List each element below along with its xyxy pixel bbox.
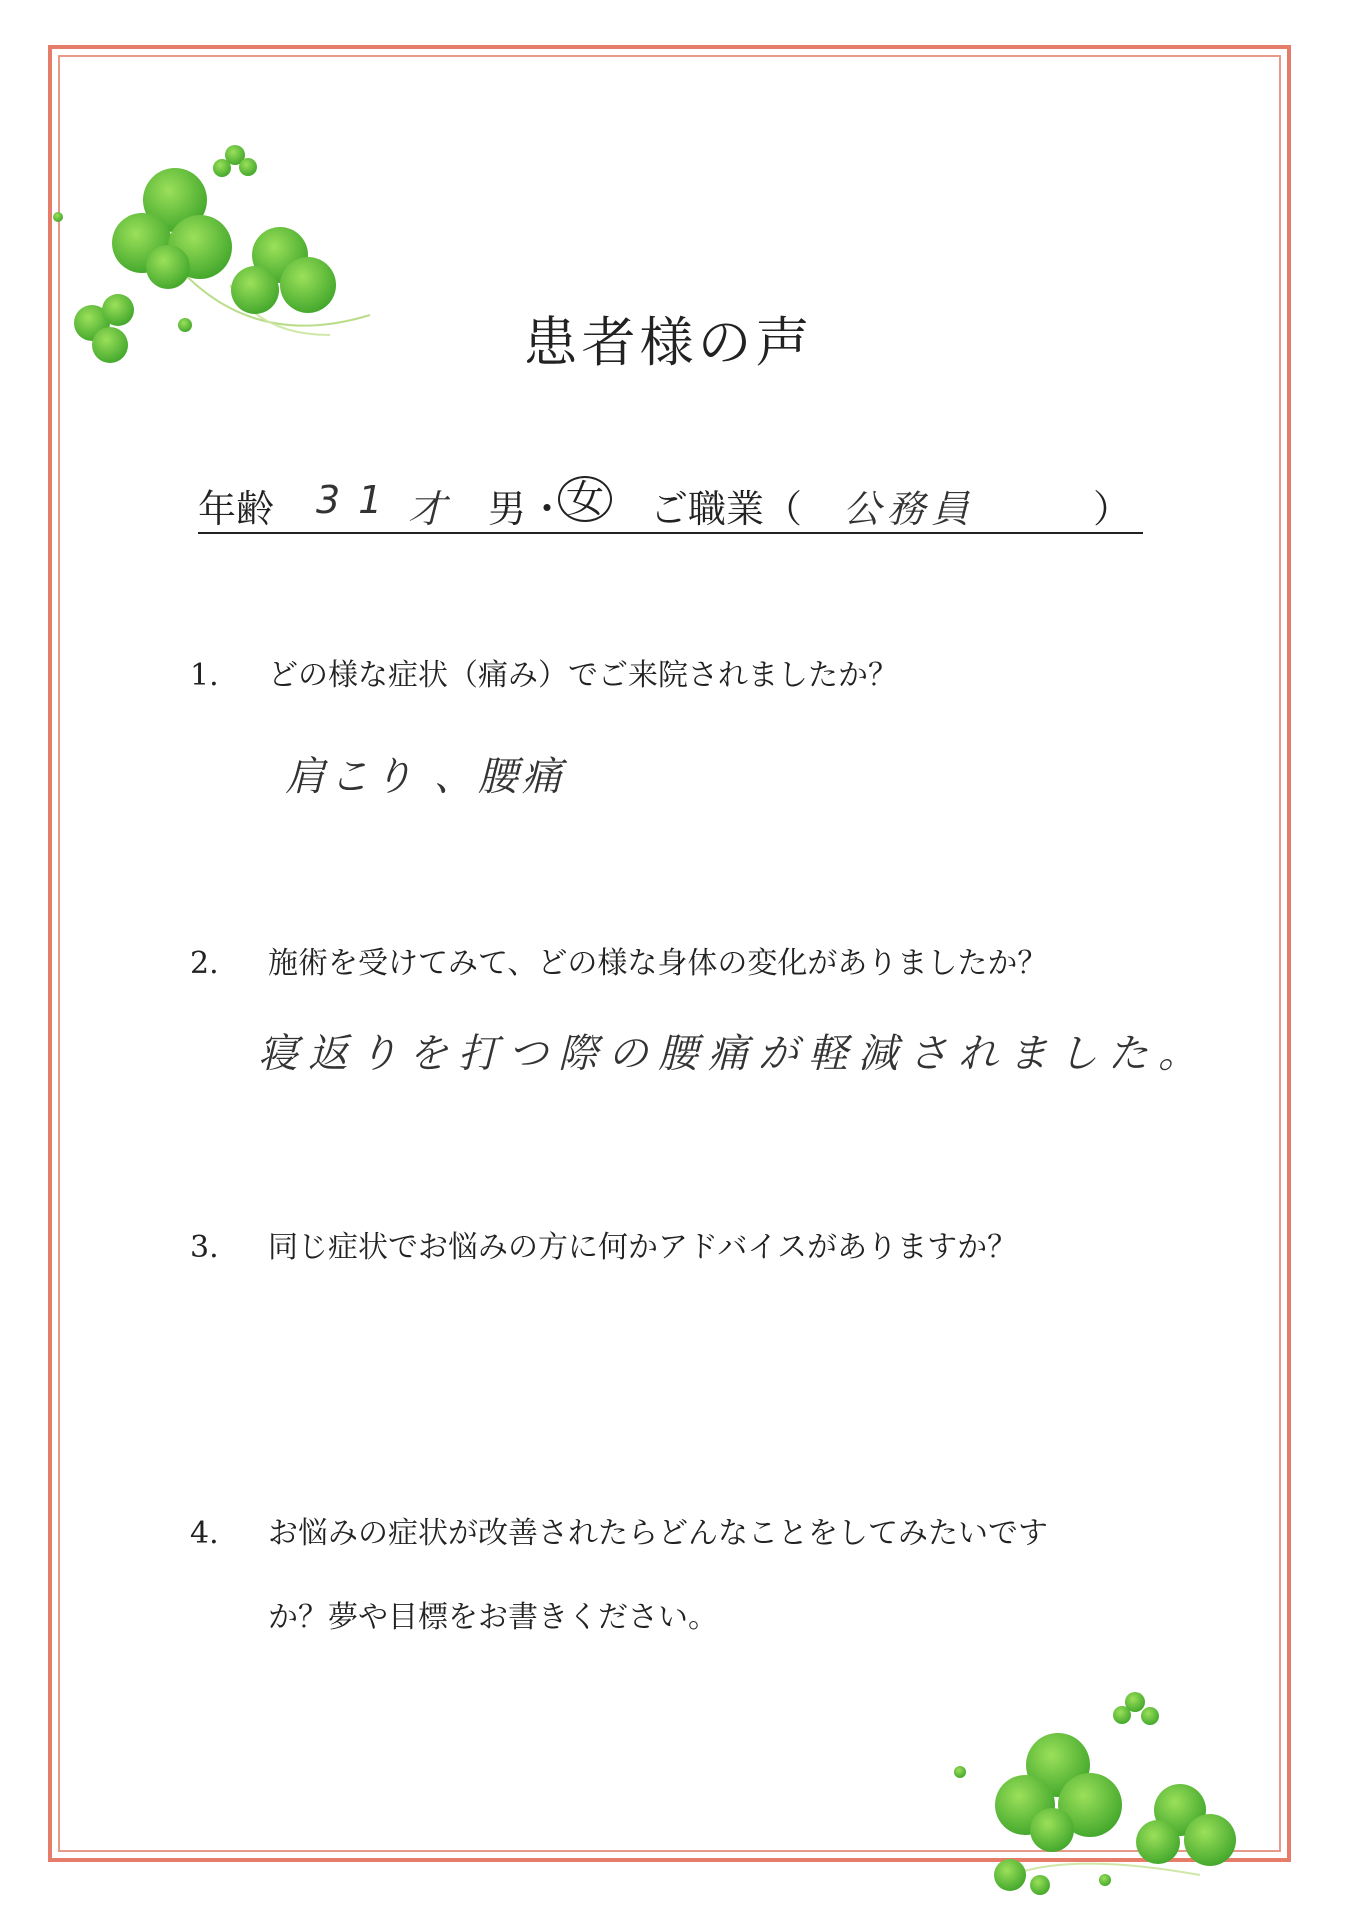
age-unit: 才 <box>408 487 447 531</box>
question-text: 施術を受けてみて、どの様な身体の変化がありましたか？ <box>268 946 1048 981</box>
profile-line <box>198 478 1143 534</box>
female-option-circled: 女 <box>558 476 612 522</box>
age-value: 31 <box>316 478 401 522</box>
page-title: 患者様の声 <box>523 311 814 374</box>
question-number: 2. <box>190 946 219 981</box>
age-label: 年齢 <box>198 487 275 531</box>
occupation-close: ） <box>1093 487 1132 531</box>
question-text: 同じ症状でお悩みの方に何かアドバイスがありますか？ <box>268 1230 1018 1265</box>
clover-decoration-bottom-right <box>940 1680 1290 1895</box>
question-number: 1. <box>190 658 219 693</box>
question-text: どの様な症状（痛み）でご来院されましたか？ <box>268 658 898 693</box>
question-3 <box>190 1222 1017 1266</box>
answer-1: 肩こり 、腰痛 <box>285 754 566 800</box>
question-1 <box>190 650 898 694</box>
question-4 <box>190 1508 1048 1552</box>
occupation-label: ご職業（ <box>650 487 803 531</box>
question-2 <box>190 938 1047 982</box>
gender-separator: ・ <box>528 487 567 531</box>
answer-2: 寝返りを打つ際の腰痛が軽減されました。 <box>258 1031 1208 1077</box>
question-4-continued: か？夢や目標をお書きください。 <box>268 1600 718 1635</box>
occupation-value: 公務員 <box>843 487 976 531</box>
male-option: 男 <box>488 487 527 531</box>
question-number: 4. <box>190 1516 219 1551</box>
question-number: 3. <box>190 1230 219 1265</box>
question-text: お悩みの症状が改善されたらどんなことをしてみたいです <box>268 1516 1048 1551</box>
